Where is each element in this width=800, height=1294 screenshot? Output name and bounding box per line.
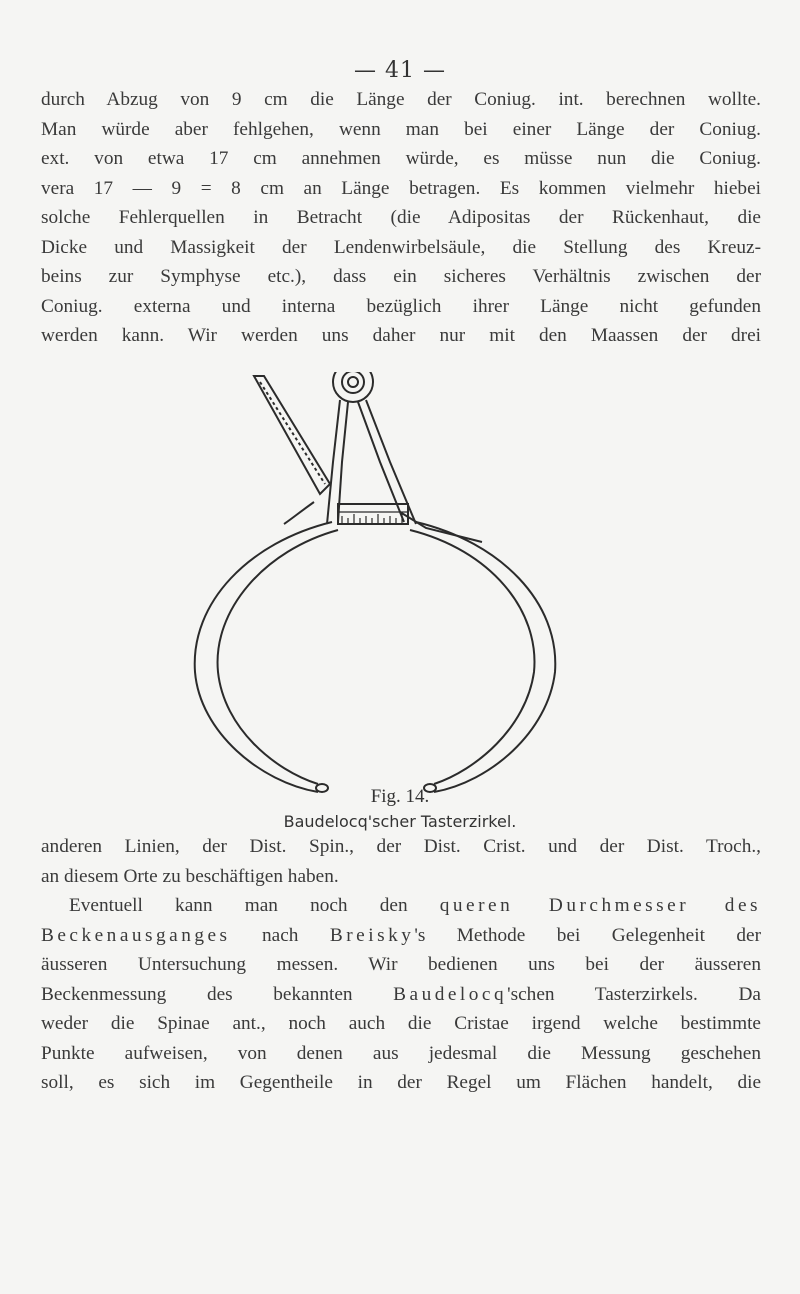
text-line: Coniug. externa und interna bezüglich ihrer Länge nicht gefunden bbox=[41, 295, 761, 317]
text-line bbox=[41, 980, 761, 1010]
text-line bbox=[41, 921, 761, 951]
figure-label: Fig. 14. bbox=[370, 786, 430, 807]
hinge-inner bbox=[342, 372, 364, 393]
text-line: an diesem Orte zu beschäftigen haben. bbox=[41, 865, 339, 887]
hinge-screw bbox=[348, 377, 358, 387]
text-line: soll, es sich im Gegentheile in der Regel um Flächen handelt, die bbox=[41, 1072, 761, 1093]
text-span: nach bbox=[230, 924, 330, 946]
text-line: Punkte aufweisen, von denen aus jedesmal die Messung geschehen bbox=[41, 1042, 761, 1064]
emphasis-span: Beckenausganges bbox=[41, 924, 231, 946]
text-line: äusseren Untersuchung messen. Wir bedienen uns bei der äusseren bbox=[41, 954, 761, 975]
right-arm-inner bbox=[410, 530, 534, 784]
emphasis-span: Baudelocq bbox=[393, 983, 508, 1005]
text-line: ext. von etwa 17 cm annehmen würde, es müsse nun die Coniug. bbox=[41, 148, 761, 169]
text-line: weder die Spinae ant., noch auch die Cristae irgend welche bestimmte bbox=[41, 1013, 761, 1034]
paragraph-top bbox=[41, 85, 761, 351]
left-handle-base bbox=[284, 502, 314, 524]
text-line: anderen Linien, der Dist. Spin., der Dist. Crist. und der Dist. Troch., bbox=[41, 836, 761, 857]
text-line: Dicke und Massigkeit der Lendenwirbelsäule, die Stellung des Kreuz- bbox=[41, 236, 761, 258]
text-line bbox=[41, 891, 761, 921]
text-line: durch Abzug von 9 cm die Länge der Coniug. int. berechnen wollte. bbox=[41, 89, 761, 110]
text-line: vera 17 — 9 = 8 cm an Länge betragen. Es kommen vielmehr hiebei bbox=[41, 177, 761, 199]
text-span: 'schen Tasterzirkels. Da bbox=[507, 983, 761, 1005]
caliper-illustration bbox=[190, 372, 580, 802]
paragraph-bottom bbox=[41, 832, 761, 1098]
emphasis-span: queren Durchmesser des bbox=[439, 895, 762, 916]
text-line: Man würde aber fehlgehen, wenn man bei einer Länge der Coniug. bbox=[41, 118, 761, 140]
scale-ticks bbox=[342, 514, 402, 524]
left-handle bbox=[254, 376, 330, 494]
text-line: werden kann. Wir werden uns daher nur mit den Maassen der drei bbox=[41, 325, 761, 346]
left-handle-hatch bbox=[260, 382, 325, 484]
text-span: Eventuell kann man noch den bbox=[69, 895, 440, 916]
figure-caption: Baudelocq'scher Tasterzirkel. bbox=[283, 812, 517, 831]
text-line: beins zur Symphyse etc.), dass ein sicheres Verhältnis zwischen der bbox=[41, 266, 761, 287]
text-line: solche Fehlerquellen in Betracht (die Adipositas der Rückenhaut, die bbox=[41, 207, 761, 228]
left-arm-outer bbox=[195, 522, 332, 792]
left-arm-inner bbox=[218, 530, 338, 784]
text-span: 's Methode bei Gelegenheit der bbox=[414, 924, 762, 946]
emphasis-span: Breisky bbox=[329, 924, 415, 946]
page-number: — 41 — bbox=[354, 58, 446, 83]
text-span: Beckenmessung des bekannten bbox=[41, 983, 394, 1005]
